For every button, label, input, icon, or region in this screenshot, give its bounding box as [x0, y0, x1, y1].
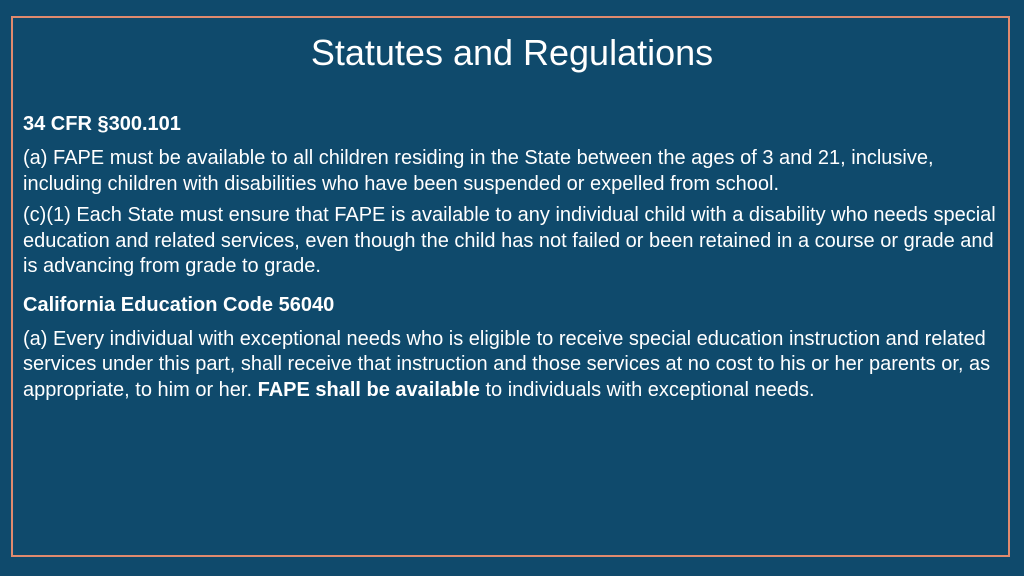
cfr-paragraph-a: (a) FAPE must be available to all children residing in the State between the ages of 3 and 21, inclusive, including children with disabilities who have been suspended or expelled from school. [23, 147, 934, 195]
cfr-paragraph-c1: (c)(1) Each State must ensure that FAPE is available to any individual child with a disability who needs special education and related services, even though the child has not failed or been retained in a course or grade and is advancing from grade to grade. [23, 204, 996, 277]
slide-content [23, 111, 998, 403]
ed-code-paragraph-a [23, 327, 998, 404]
ed-code-emphasis: FAPE shall be available [257, 378, 480, 401]
ed-code-text-start: (a) Every individual with exceptional needs who is eligible to receive special education instruction and related services under this part, shall receive that instruction and those services at no cost to his or her parents or, as appropriate, to him or her. [23, 327, 991, 401]
section-heading-cfr: 34 CFR §300.101 [23, 113, 181, 135]
section-heading-ed-code: California Education Code 56040 [23, 293, 335, 316]
ed-code-text-end: to individuals with exceptional needs. [479, 378, 815, 401]
slide-title: Statutes and Regulations [310, 32, 714, 73]
